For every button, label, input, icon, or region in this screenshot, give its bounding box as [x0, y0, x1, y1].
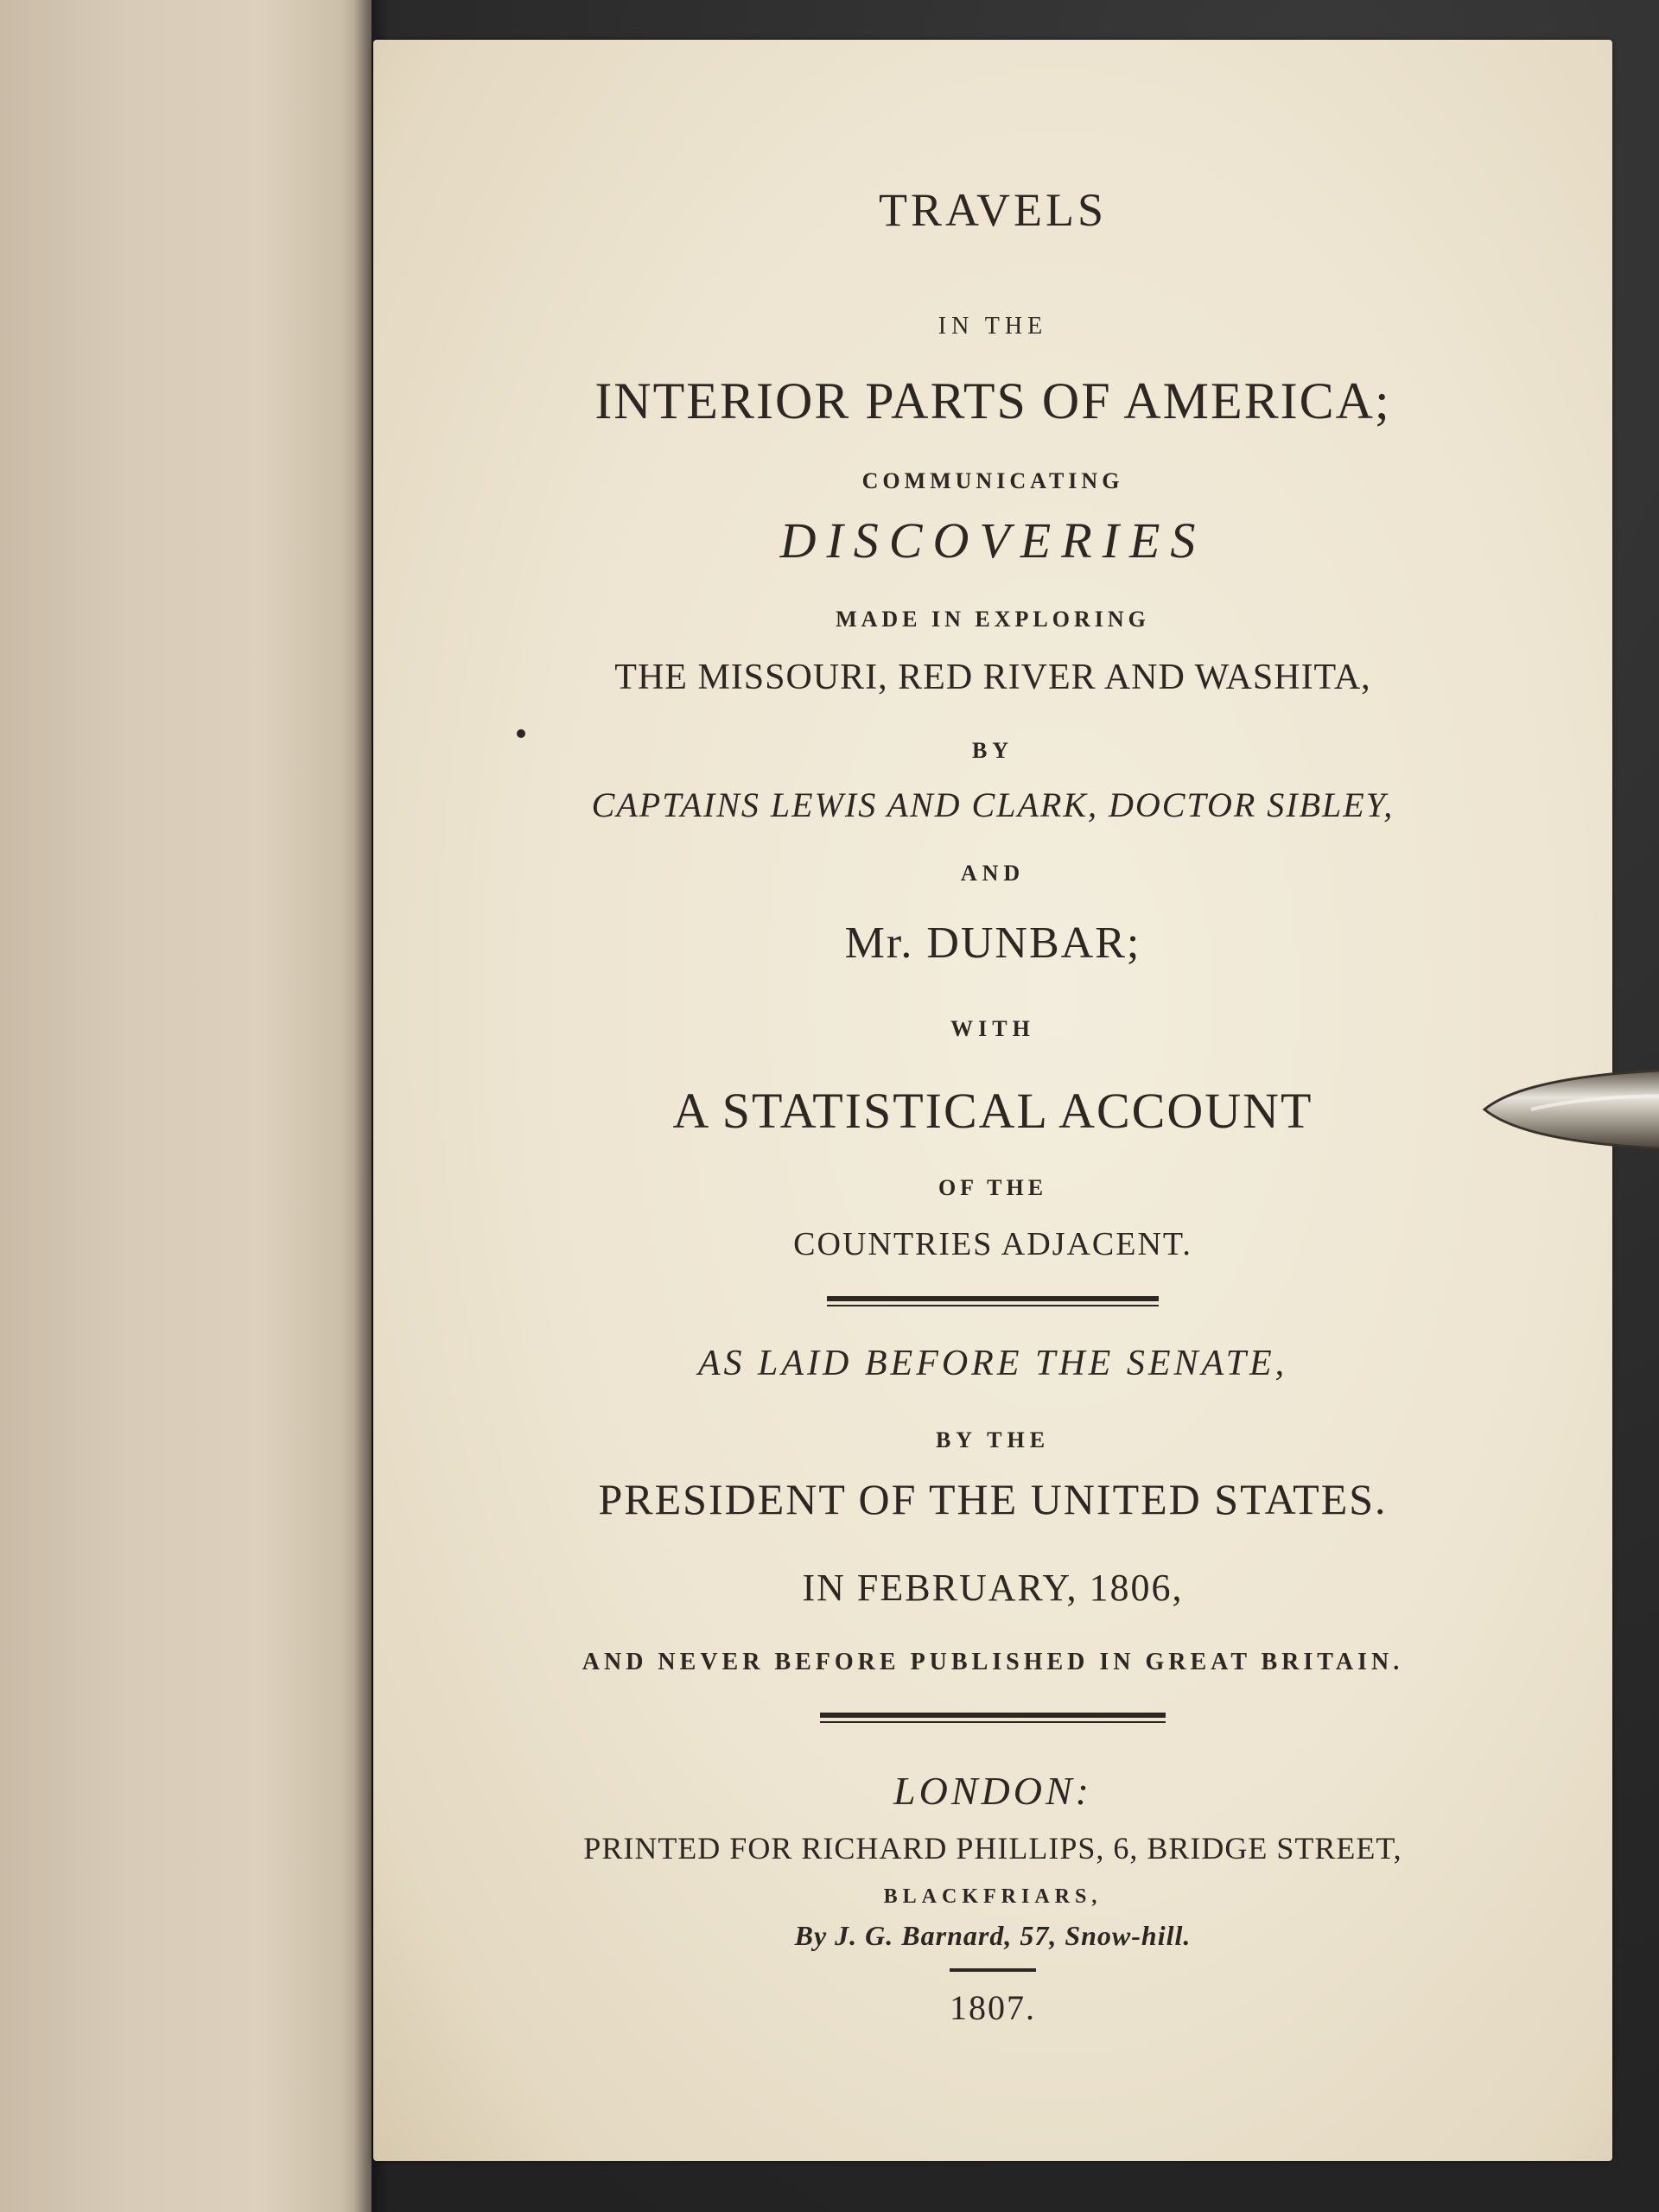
line-by: BY	[971, 738, 1014, 763]
ink-speck	[517, 729, 525, 738]
title-statistical-account: A STATISTICAL ACCOUNT	[672, 1083, 1313, 1139]
line-mr-dunbar: Mr. DUNBAR;	[844, 918, 1141, 968]
line-february-1806: IN FEBRUARY, 1806,	[802, 1567, 1184, 1609]
imprint-london: LONDON:	[893, 1769, 1092, 1813]
line-never-before-published: AND NEVER BEFORE PUBLISHED IN GREAT BRITAIN.	[582, 1649, 1404, 1675]
imprint-blackfriars: BLACKFRIARS,	[883, 1885, 1103, 1908]
line-made-in-exploring: MADE IN EXPLORING	[836, 607, 1150, 632]
title-interior-parts: INTERIOR PARTS OF AMERICA;	[594, 372, 1391, 429]
imprint-printed-for: PRINTED FOR RICHARD PHILLIPS, 6, BRIDGE STREET,	[583, 1831, 1402, 1866]
line-countries-adjacent: COUNTRIES ADJACENT.	[793, 1226, 1192, 1262]
line-laid-before-senate: AS LAID BEFORE THE SENATE,	[697, 1344, 1288, 1383]
line-captains: CAPTAINS LEWIS AND CLARK, DOCTOR SIBLEY,	[591, 785, 1395, 824]
title-page	[373, 40, 1612, 2161]
line-rivers: THE MISSOURI, RED RIVER AND WASHITA,	[614, 658, 1371, 697]
short-rule	[950, 1968, 1036, 1972]
line-and: AND	[960, 861, 1026, 886]
double-rule-1	[827, 1296, 1159, 1306]
title-travels: TRAVELS	[878, 184, 1108, 236]
line-by-the: BY THE	[935, 1427, 1051, 1452]
line-in-the: IN THE	[938, 313, 1048, 340]
metal-page-clip	[1479, 1059, 1659, 1161]
line-with: WITH	[950, 1016, 1035, 1041]
title-discoveries: DISCOVERIES	[779, 512, 1206, 569]
line-of-the: OF THE	[938, 1175, 1048, 1200]
double-rule-2	[820, 1713, 1166, 1723]
title-president: PRESIDENT OF THE UNITED STATES.	[598, 1475, 1388, 1523]
imprint-year: 1807.	[950, 1988, 1036, 2027]
left-endpaper	[0, 0, 372, 2212]
line-communicating: COMMUNICATING	[861, 468, 1124, 493]
imprint-printer: By J. G. Barnard, 57, Snow-hill.	[794, 1920, 1192, 1951]
